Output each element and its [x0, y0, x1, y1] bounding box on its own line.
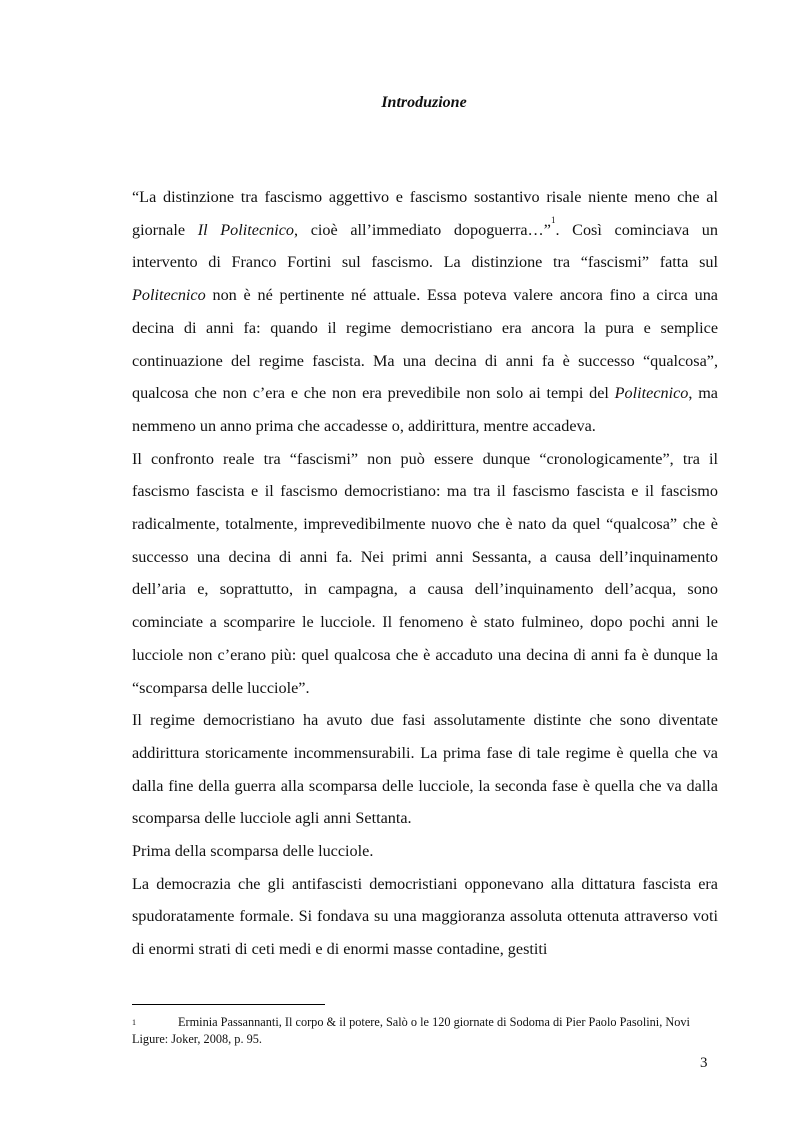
body-paragraph	[132, 868, 718, 966]
italic-title: Politecnico	[614, 384, 689, 403]
paragraph-text: non è né pertinente né attuale. Essa poteva valere ancora fino a circa una decina di anni fa: quando il regime democristiano era ancora la pura e semplice continuazione del regime fascista. Ma una decina di anni fa è successo “qualcosa”, qualcosa che non c’era e che non era prevedibile non solo ai tempi del	[132, 286, 718, 403]
body-paragraph	[132, 704, 718, 835]
italic-title: Politecnico	[132, 286, 206, 305]
italic-title: Il Politecnico	[197, 220, 294, 239]
paragraph-text: La democrazia che gli antifascisti democristiani opponevano alla dittatura fascista era spudoratamente formale. Si fondava su una maggioranza assoluta ottenuta attraverso voti di enormi strati di ceti medi e di enormi masse contadine, gestiti	[132, 874, 718, 959]
paragraph-text: . Così cominciava un intervento di Franco Fortini sul fascismo. La distinzione tra “fascismi” fatta sul	[132, 220, 718, 272]
footnote-text: Erminia Passannanti, Il corpo & il potere, Salò o le 120 giornate di Sodoma di Pier Paolo Pasolini, Novi Ligure: Joker, 2008, p. 95.	[132, 1015, 690, 1046]
page-number: 3	[700, 1055, 708, 1071]
paragraph-text: , ma nemmeno un anno prima che accadesse o, addirittura, mentre accadeva.	[132, 384, 718, 435]
footnote	[132, 1014, 722, 1048]
paragraph-text: “La distinzione tra fascismo aggettivo e fascismo sostantivo risale niente meno che al giornale	[132, 188, 718, 239]
footnote-separator	[132, 1004, 325, 1005]
paragraph-text: , cioè all’immediato dopoguerra…”	[294, 220, 551, 239]
chapter-title: Introduzione	[381, 94, 467, 111]
footnote-reference: 1	[550, 214, 556, 225]
body-paragraph	[132, 835, 718, 868]
paragraph-text: Il confronto reale tra “fascismi” non può essere dunque “cronologicamente”, tra il fascismo fascista e il fascismo democristiano: ma tra il fascismo fascista e il fascismo radicalmente, totalmente, imprevedibilmente nuovo che è nato da quel “qualcosa” che è successo una decina di anni fa. Nei primi anni Sessanta, a causa dell’inquinamento dell’aria e, soprattutto, in campagna, a causa dell’inquinamento dell’acqua, sono cominciate a scomparire le lucciole. Il fenomeno è stato fulmineo, dopo pochi anni le lucciole non c’erano più: quel qualcosa che è accaduto una decina di anni fa è dunque la “scomparsa delle lucciole”.	[132, 449, 718, 697]
paragraph-text: Il regime democristiano ha avuto due fasi assolutamente distinte che sono diventate addirittura storicamente incommensurabili. La prima fase di tale regime è quella che va dalla fine della guerra alla scomparsa delle lucciole, la seconda fase è quella che va dalla scomparsa delle lucciole agli anni Settanta.	[132, 711, 718, 828]
body-paragraph	[132, 443, 718, 705]
body-paragraph	[132, 181, 718, 443]
footnote-number: 1	[132, 1018, 136, 1027]
body-text	[132, 181, 718, 966]
paragraph-text: Prima della scomparsa delle lucciole.	[132, 842, 374, 861]
